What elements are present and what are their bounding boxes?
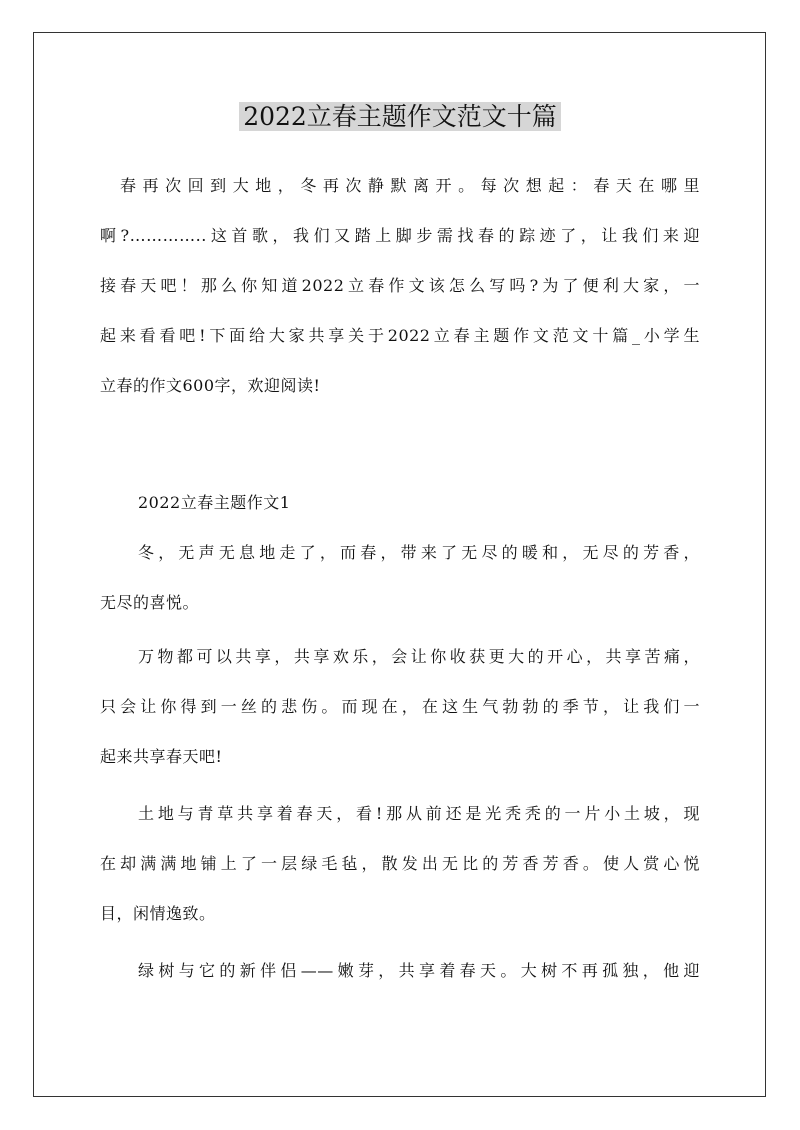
paragraph-line: 目，闲情逸致。 [100,904,216,923]
paragraph-line: 起来共享春天吧! [100,747,223,766]
body-paragraph [100,957,700,1007]
body-paragraph [100,539,700,639]
document-title-text: 2022立春主题作文范文十篇 [239,102,561,131]
paragraph-line: 只会让你得到一丝的悲伤。而现在，在这生气勃勃的季节，让我们一 [100,697,700,716]
section-heading: 2022立春主题作文1 [138,493,291,512]
intro-line: 立春的作文600字，欢迎阅读! [100,376,321,395]
intro-line: 起来看看吧!下面给大家共享关于2022立春主题作文范文十篇_小学生 [100,326,700,345]
intro-line: 接春天吧！那么你知道2022立春作文该怎么写吗?为了便利大家，一 [100,276,700,295]
body-paragraph [100,643,700,793]
document-title [0,99,800,135]
paragraph-line: 在却满满地铺上了一层绿毛毡，散发出无比的芳香芳香。使人赏心悦 [100,854,700,873]
intro-paragraph [100,172,700,422]
intro-line: 春再次回到大地，冬再次静默离开。每次想起：春天在哪里 [120,176,700,195]
paragraph-line: 土地与青草共享着春天，看!那从前还是光秃秃的一片小土坡，现 [138,804,700,823]
intro-line: 啊?…………..这首歌，我们又踏上脚步需找春的踪迹了，让我们来迎 [100,226,700,245]
paragraph-line: 冬，无声无息地走了，而春，带来了无尽的暖和，无尽的芳香， [138,543,700,562]
body-paragraph [100,800,700,950]
paragraph-line: 无尽的喜悦。 [100,593,200,612]
paragraph-line: 绿树与它的新伴侣——嫩芽，共享着春天。大树不再孤独，他迎 [138,961,700,980]
paragraph-line: 万物都可以共享，共享欢乐，会让你收获更大的开心，共享苦痛， [138,647,700,666]
